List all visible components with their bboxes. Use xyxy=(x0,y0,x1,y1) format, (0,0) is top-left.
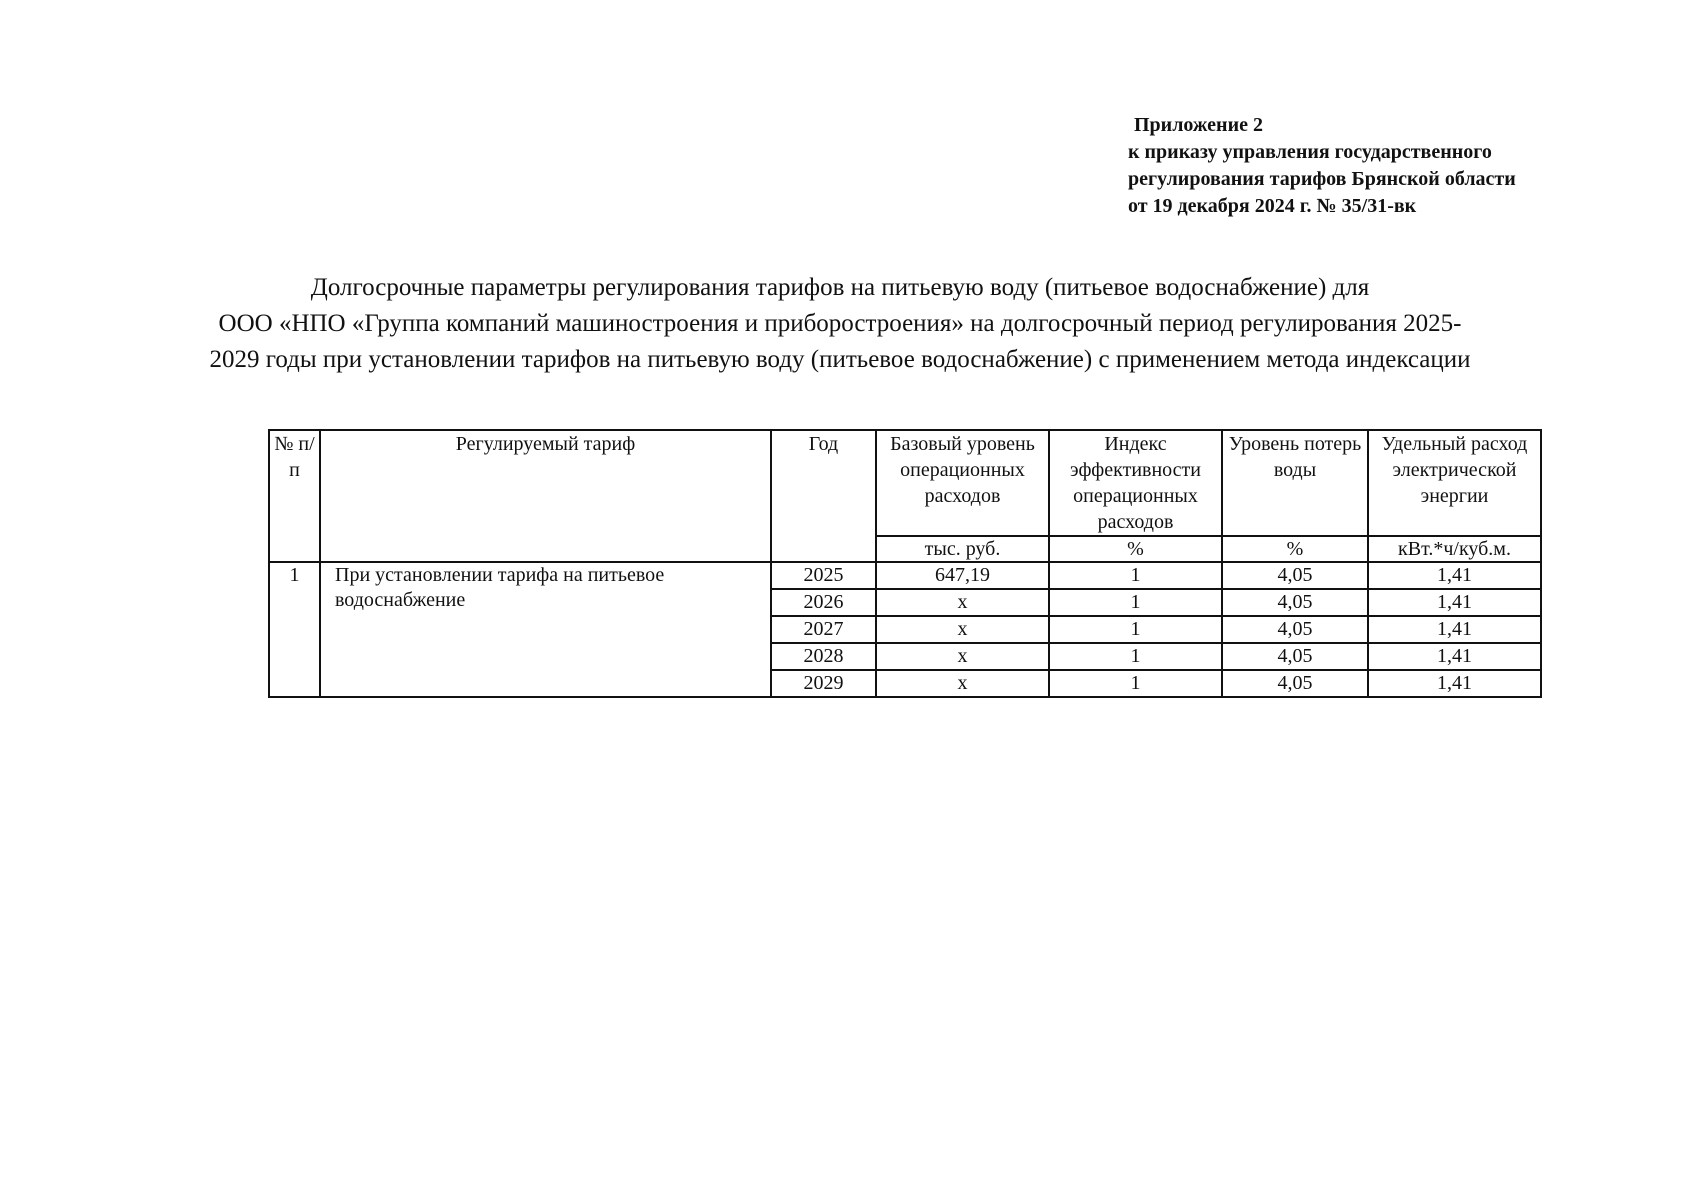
cell-efficiency-index: 1 xyxy=(1049,616,1222,643)
cell-water-loss: 4,05 xyxy=(1222,670,1368,697)
appendix-date-line: от 19 декабря 2024 г. № 35/31-вк xyxy=(1128,195,1417,217)
cell-efficiency-index: 1 xyxy=(1049,589,1222,616)
header-energy-consumption: Удельный расход электрической энергии xyxy=(1368,430,1541,536)
cell-efficiency-index: 1 xyxy=(1049,670,1222,697)
cell-base-opex: х xyxy=(876,616,1049,643)
appendix-order-line: к приказу управления государственного xyxy=(1128,141,1492,163)
unit-energy-consumption: кВт.*ч/куб.м. xyxy=(1368,536,1541,562)
appendix-authority-line: регулирования тарифов Брянской области xyxy=(1128,168,1516,190)
header-base-opex: Базовый уровень операционных расходов xyxy=(876,430,1049,536)
title-line-1: Долгосрочные параметры регулирования тарифов на питьевую воду (питьевое водоснабжение) для xyxy=(310,274,1370,301)
cell-year: 2027 xyxy=(771,616,876,643)
header-efficiency-index: Индекс эффективности операционных расходов xyxy=(1049,430,1222,536)
cell-water-loss: 4,05 xyxy=(1222,562,1368,589)
cell-energy-consumption: 1,41 xyxy=(1368,670,1541,697)
cell-energy-consumption: 1,41 xyxy=(1368,589,1541,616)
tariff-name: При установлении тарифа на питьевое водоснабжение xyxy=(320,562,771,697)
header-tariff: Регулируемый тариф xyxy=(320,430,771,562)
cell-year: 2026 xyxy=(771,589,876,616)
cell-energy-consumption: 1,41 xyxy=(1368,643,1541,670)
header-num: № п/п xyxy=(269,430,320,562)
header-water-loss: Уровень потерь воды xyxy=(1222,430,1368,536)
cell-water-loss: 4,05 xyxy=(1222,643,1368,670)
cell-year: 2029 xyxy=(771,670,876,697)
cell-base-opex: 647,19 xyxy=(876,562,1049,589)
unit-base-opex: тыс. руб. xyxy=(876,536,1049,562)
cell-efficiency-index: 1 xyxy=(1049,643,1222,670)
unit-water-loss: % xyxy=(1222,536,1368,562)
cell-water-loss: 4,05 xyxy=(1222,589,1368,616)
cell-energy-consumption: 1,41 xyxy=(1368,562,1541,589)
title-line-2: ООО «НПО «Группа компаний машиностроения и приборостроения» на долгосрочный период регулирования 2025- xyxy=(218,310,1462,337)
cell-efficiency-index: 1 xyxy=(1049,562,1222,589)
cell-year: 2028 xyxy=(771,643,876,670)
header-year: Год xyxy=(771,430,876,562)
cell-water-loss: 4,05 xyxy=(1222,616,1368,643)
cell-base-opex: х xyxy=(876,670,1049,697)
cell-base-opex: х xyxy=(876,643,1049,670)
cell-base-opex: х xyxy=(876,589,1049,616)
row-number: 1 xyxy=(269,562,320,697)
title-line-3: 2029 годы при установлении тарифов на питьевую воду (питьевое водоснабжение) с применением метода индексации xyxy=(209,346,1471,373)
appendix-block xyxy=(1128,112,1516,220)
document-title xyxy=(140,270,1540,378)
unit-efficiency-index: % xyxy=(1049,536,1222,562)
parameters-table xyxy=(268,429,1542,698)
table-row xyxy=(269,562,1541,589)
appendix-number: Приложение 2 xyxy=(1134,114,1263,136)
cell-year: 2025 xyxy=(771,562,876,589)
cell-energy-consumption: 1,41 xyxy=(1368,616,1541,643)
header-row xyxy=(269,430,1541,536)
